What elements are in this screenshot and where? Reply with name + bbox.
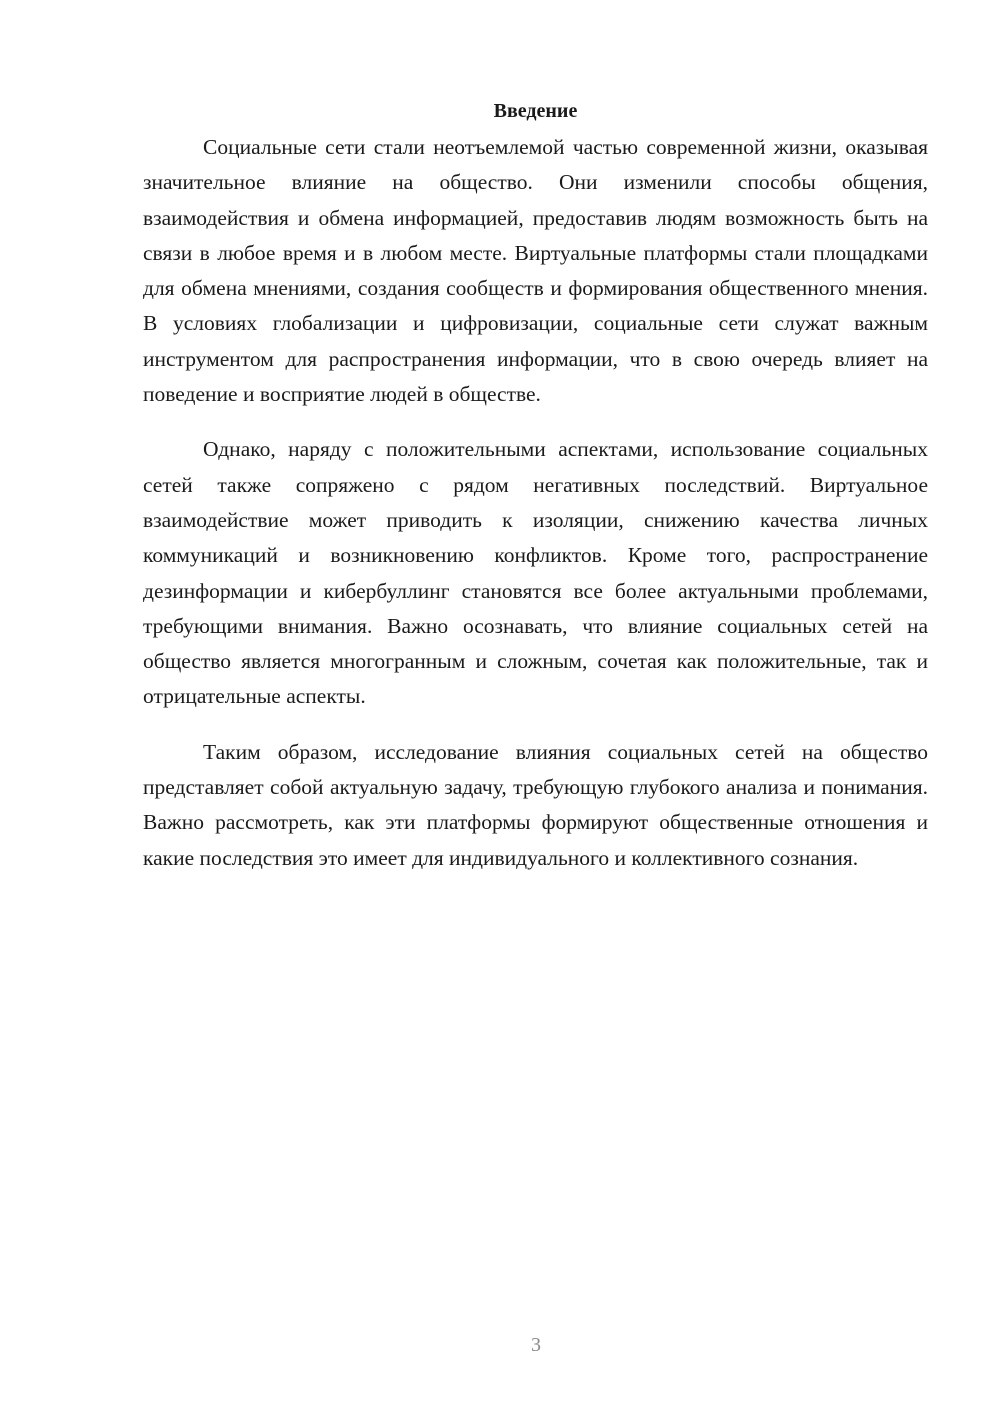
section-title: Введение bbox=[493, 100, 578, 122]
paragraph-3: Таким образом, исследование влияния социальных сетей на общество представляет собой актуальную задачу, требующую глубокого анализа и понимания. Важно рассмотреть, как эти платформы формируют общественные отношения и какие последствия это имеет для индивидуального и коллективного сознания. bbox=[143, 739, 928, 870]
page-number: 3 bbox=[531, 1334, 541, 1356]
page-content bbox=[143, 96, 928, 896]
paragraph-2: Однако, наряду с положительными аспектами, использование социальных сетей также сопряжено с рядом негативных последствий. Виртуальное взаимодействие может приводить к изоляции, снижению качества личных коммуникаций и возникновению конфликтов. Кроме того, распространение дезинформации и кибербуллинг становятся все более актуальными проблемами, требующими внимания. Важно осознавать, что влияние социальных сетей на общество является многогранным и сложным, сочетая как положительные, так и отрицательные аспекты. bbox=[143, 437, 928, 709]
paragraph-1: Социальные сети стали неотъемлемой частью современной жизни, оказывая значительное влияние на общество. Они изменили способы общения, взаимодействия и обмена информацией, предоставив людям возможность быть на связи в любое время и в любом месте. Виртуальные платформы стали площадками для обмена мнениями, создания сообществ и формирования общественного мнения. В условиях глобализации и цифровизации, социальные сети служат важным инструментом для распространения информации, что в свою очередь влияет на поведение и восприятие людей в обществе. bbox=[143, 135, 928, 407]
